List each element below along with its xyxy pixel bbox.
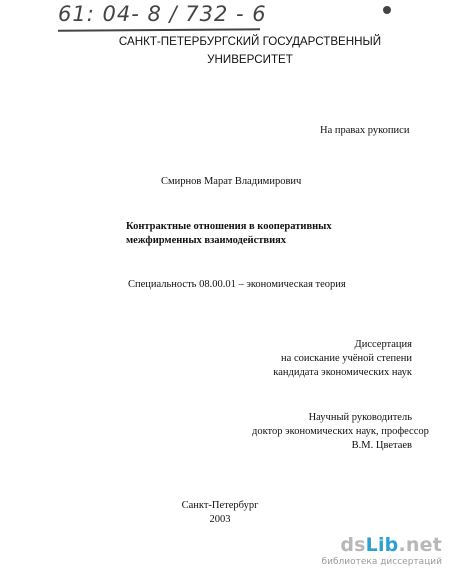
university-line-2: УНИВЕРСИТЕТ bbox=[207, 53, 293, 66]
dissertation-title bbox=[126, 220, 346, 248]
degree-line-3: кандидата экономических наук bbox=[273, 367, 412, 378]
title-line-1: Контрактные отношения в кооперативных bbox=[126, 221, 332, 232]
logo-lib: Lib bbox=[365, 534, 399, 556]
advisor-line-3: В.М. Цветаев bbox=[351, 440, 412, 451]
manuscript-rights-note: На правах рукописи bbox=[320, 125, 410, 136]
advisor-line-1: Научный руководитель bbox=[308, 412, 412, 423]
logo-net: .net bbox=[398, 534, 442, 556]
logo-ds: ds bbox=[340, 534, 366, 556]
author-name: Смирнов Марат Владимирович bbox=[161, 176, 302, 187]
dslib-watermark[interactable] bbox=[292, 534, 442, 567]
advisor-line-2: доктор экономических наук, профессор bbox=[252, 426, 429, 437]
dissertation-degree-block bbox=[262, 338, 412, 380]
year: 2003 bbox=[209, 514, 231, 525]
degree-line-1: Диссертация bbox=[354, 339, 412, 350]
specialty-line: Специальность 08.00.01 – экономическая теория bbox=[128, 279, 346, 290]
university-line-1: САНКТ-ПЕТЕРБУРГСКИЙ ГОСУДАРСТВЕННЫЙ bbox=[118, 35, 382, 48]
watermark-caption: библиотека диссертаций bbox=[321, 557, 442, 567]
place-and-year bbox=[120, 499, 320, 527]
title-line-2: межфирменных взаимодействиях bbox=[126, 235, 287, 246]
degree-line-2: на соискание учёной степени bbox=[281, 353, 412, 364]
ink-dot bbox=[383, 6, 391, 14]
city-name: Санкт-Петербург bbox=[181, 500, 259, 511]
handwritten-catalog-number bbox=[58, 2, 267, 36]
university-header bbox=[100, 33, 400, 69]
scientific-advisor-block bbox=[252, 411, 429, 453]
catalog-number-text: 61: 04- 8 / 732 - 6 bbox=[58, 2, 267, 26]
catalog-number-underline bbox=[58, 28, 260, 31]
dslib-logo[interactable] bbox=[292, 534, 442, 556]
